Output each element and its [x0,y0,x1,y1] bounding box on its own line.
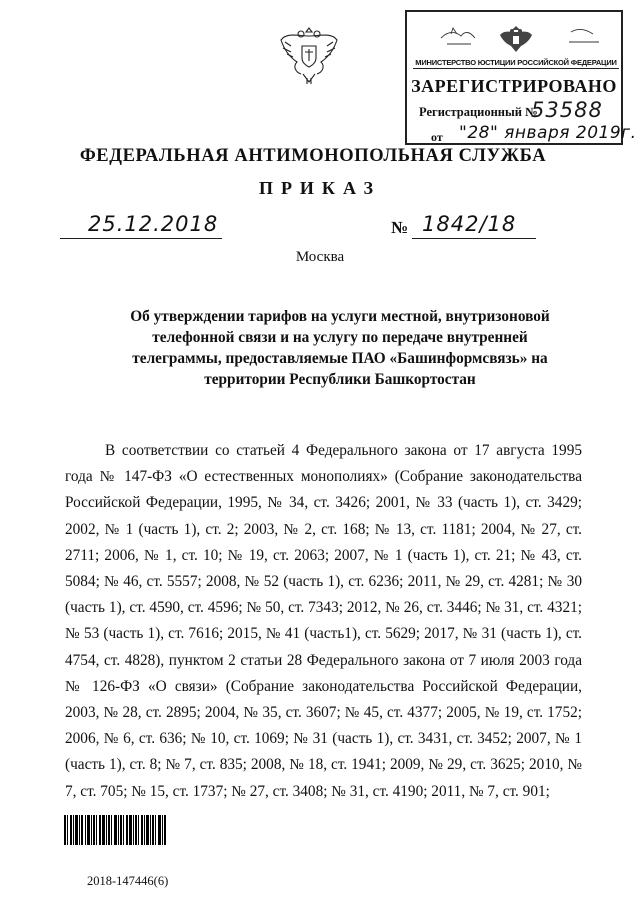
document-title: Об утверждении тарифов на услуги местной, внутризоновой телефонной связи и на услугу по передаче внутренней телеграммы, предоставляемые ПАО «Башинформсвязь» на территории Республики Башкортостан [130,308,550,388]
agency-name: ФЕДЕРАЛЬНАЯ АНТИМОНОПОЛЬНАЯ СЛУЖБА [79,146,547,166]
barcode [64,815,166,845]
document-body [65,438,582,805]
document-id: 2018-147446(6) [87,874,169,888]
city: Москва [295,249,345,265]
stamp-emblem-icon [421,20,611,54]
order-date: 25.12.2018 [88,212,219,236]
stamp-date-prefix: от [431,130,443,144]
stamp-status: ЗАРЕГИСТРИРОВАНО [411,76,617,96]
stamp-ministry: МИНИСТЕРСТВО ЮСТИЦИИ РОССИЙСКОЙ ФЕДЕРАЦИИ [413,58,619,69]
order-date-field [60,210,222,239]
order-number: 1842/18 [422,212,517,236]
order-number-label: № [391,218,409,237]
body-paragraph: В соответствии со статьей 4 Федерального закона от 17 августа 1995 года № 147-ФЗ «О естественных монополиях» (Собрание законодательства Российской Федерации, 1995, № 34, ст. 3426; 2001, № 33 (часть 1), ст. 3429; 2002, № 1 (часть 1), ст. 2; 2003, № 2, ст. 168; № 13, ст. 1181; 2004, № 27, ст. 2711; 2006, № 1, ст. 10; № 19, ст. 2063; 2007, № 1 (часть 1), ст. 21; № 43, ст. 5084; № 46, ст. 5557; 2008, № 52 (часть 1), ст. 6236; 2011, № 29, ст. 4281; № 30 (часть 1), ст. 4590, ст. 4596; № 50, ст. 7343; 2012, № 26, ст. 3446; № 31, ст. 4321; № 53 (часть 1), ст. 7616; 2015, № 41 (часть1), ст. 5629; 2017, № 31 (часть 1), ст. 4754, ст. 4828), пунктом 2 статьи 28 Федерального закона от 7 июля 2003 года № 126-ФЗ «О связи» (Собрание законодательства Российской Федерации, 2003, № 28, ст. 2895; 2004, № 35, ст. 3607; № 45, ст. 4377; 2005, № 19, ст. 1752; 2006, № 6, ст. 636; № 10, ст. 1069; № 31 (часть 1), ст. 3431, ст. 3452; 2007, № 1 (часть 1), ст. 8; № 7, ст. 835; 2008, № 18, ст. 1941; 2009, № 29, ст. 3625; 2010, № 7, ст. 705; № 15, ст. 1737; № 27, ст. 3408; № 31, ст. 4190; 2011, № 7, ст. 901; [65,442,582,800]
registration-stamp [405,10,637,145]
order-number-field [412,210,536,239]
coat-of-arms-emblem [277,22,341,88]
stamp-date-handwritten: "28" января 2019г. [459,123,637,143]
document-type: ПРИКАЗ [258,178,382,198]
stamp-reg-number: 53588 [531,98,603,122]
stamp-reg-label: Регистрационный № [419,105,538,119]
